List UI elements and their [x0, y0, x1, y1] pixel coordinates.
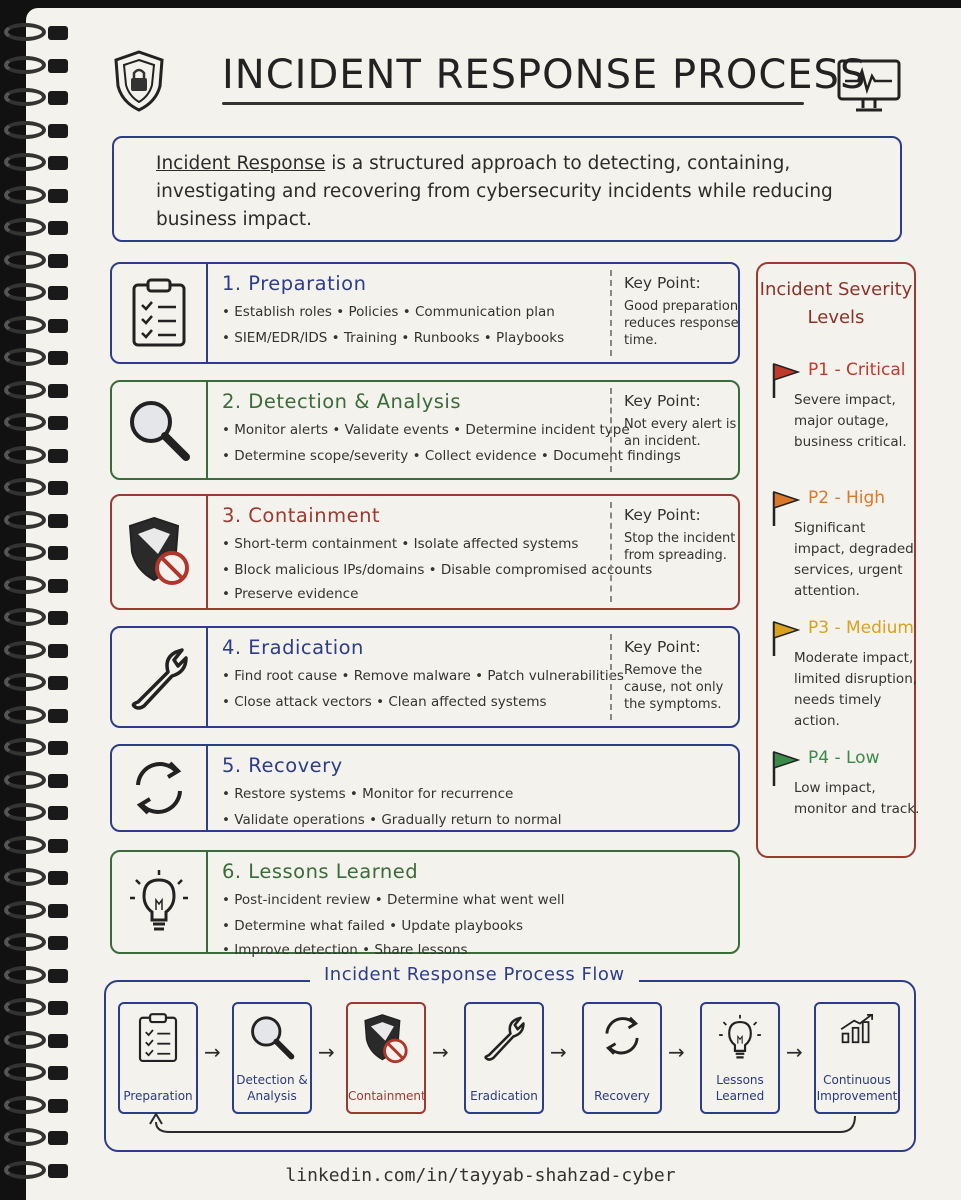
step-heading: 5. Recovery — [222, 754, 343, 777]
step-heading: 3. Containment — [222, 504, 381, 527]
step-bullets-row-1: • Monitor alerts • Validate events • Determine incident type — [222, 422, 630, 438]
step-bullets-row-3: • Improve detection • Share lessons — [222, 942, 468, 958]
step-heading: 6. Lessons Learned — [222, 860, 419, 883]
key-point-label: Key Point: — [624, 274, 701, 292]
step-bullets-row-2: • Validate operations • Gradually return to normal — [222, 812, 562, 828]
flow-step-label: Detection & Analysis — [236, 1073, 308, 1103]
flow-step-label: Eradication — [470, 1089, 538, 1103]
step-bullets-row-1: • Restore systems • Monitor for recurrence — [222, 786, 514, 802]
flow-arrow-icon: → — [432, 1040, 449, 1064]
step-heading: 1. Preparation — [222, 272, 367, 295]
key-point-text: Good preparation reduces response time. — [624, 299, 739, 348]
step-bullets-row-2: • Determine scope/severity • Collect evidence • Document findings — [222, 448, 681, 464]
intro-term: Incident Response — [156, 153, 326, 174]
severity-name: P3 - Medium — [808, 618, 914, 638]
step-bullets-row-2: • Block malicious IPs/domains • Disable compromised accounts — [222, 562, 653, 578]
footer-link[interactable]: linkedin.com/in/tayyab-shahzad-cyber — [285, 1165, 676, 1186]
key-point-text: Stop the incident from spreading. — [624, 531, 736, 563]
step-bullets-row-3: • Preserve evidence — [222, 586, 359, 602]
page-title: INCIDENT RESPONSE PROCESS — [222, 52, 867, 98]
step-bullets-row-1: • Post-incident review • Determine what went well — [222, 892, 565, 908]
step-bullets-row-2: • Close attack vectors • Clean affected systems — [222, 694, 547, 710]
step-heading: 2. Detection & Analysis — [222, 390, 461, 413]
intro-text: is a structured approach to detecting, containing, investigating and recovering from cybersecurity incidents while reducing business impact. — [156, 153, 833, 230]
key-point-text: Not every alert is an incident. — [624, 417, 737, 449]
key-point-label: Key Point: — [624, 638, 701, 656]
step-heading: 4. Eradication — [222, 636, 364, 659]
flow-arrow-icon: → — [318, 1040, 335, 1064]
step-bullets-row-2: • SIEM/EDR/IDS • Training • Runbooks • Playbooks — [222, 330, 565, 346]
step-bullets-row-1: • Find root cause • Remove malware • Patch vulnerabilities — [222, 668, 624, 684]
severity-name: P1 - Critical — [808, 360, 906, 380]
process-flow-title: Incident Response Process Flow — [310, 964, 639, 985]
flow-step-label: Continuous Improvement — [816, 1073, 898, 1103]
key-point-label: Key Point: — [624, 506, 701, 524]
step-bullets-row-1: • Short-term containment • Isolate affected systems — [222, 536, 579, 552]
severity-description: Significant impact, degraded services, urgent attention. — [794, 520, 914, 599]
flow-step-label: Recovery — [594, 1089, 650, 1103]
flow-step-label: Lessons Learned — [715, 1073, 765, 1103]
severity-description: Moderate impact, limited disruption, needs timely action. — [794, 650, 918, 729]
flow-step-label: Preparation — [123, 1089, 193, 1103]
key-point-label: Key Point: — [624, 392, 701, 410]
flow-arrow-icon: → — [550, 1040, 567, 1064]
flow-step-label: Containment — [348, 1089, 426, 1103]
flow-arrow-icon: → — [668, 1040, 685, 1064]
flow-arrow-icon: → — [204, 1040, 221, 1064]
key-point-text: Remove the cause, not only the symptoms. — [624, 663, 724, 712]
severity-heading: Incident Severity Levels — [759, 279, 913, 328]
flow-arrow-icon: → — [786, 1040, 803, 1064]
severity-description: Severe impact, major outage, business critical. — [794, 392, 907, 450]
step-bullets-row-2: • Determine what failed • Update playbooks — [222, 918, 524, 934]
step-bullets-row-1: • Establish roles • Policies • Communication plan — [222, 304, 555, 320]
severity-name: P4 - Low — [808, 748, 880, 768]
severity-name: P2 - High — [808, 488, 886, 508]
severity-description: Low impact, monitor and track. — [794, 780, 920, 817]
